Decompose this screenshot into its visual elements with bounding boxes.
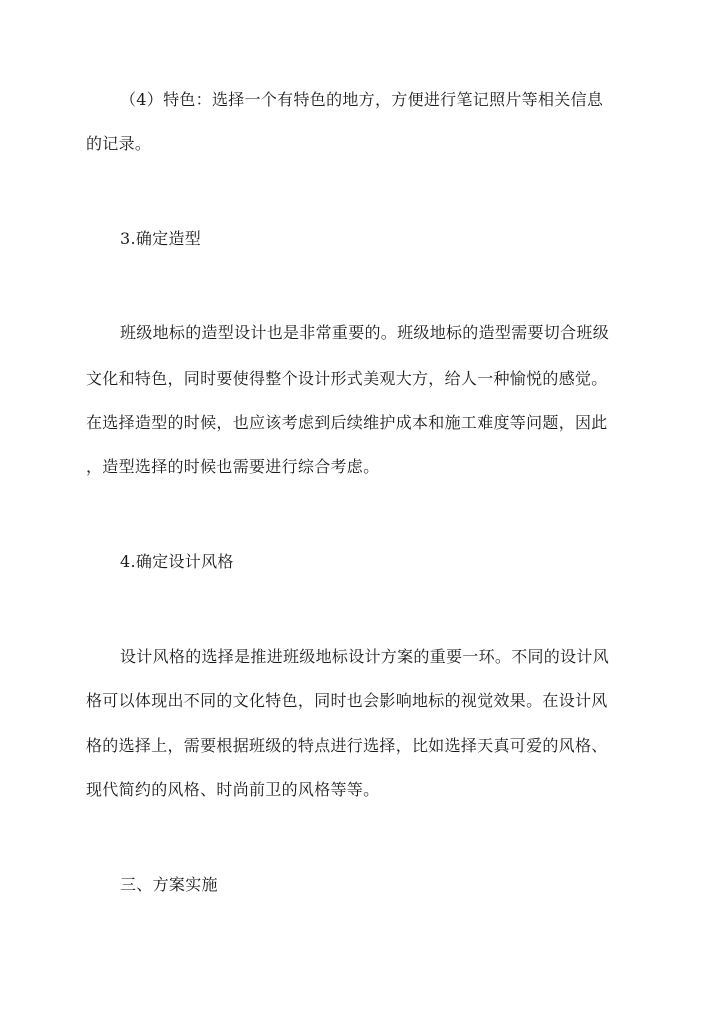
paragraph-shape-line-3: 在选择造型的时候，也应该考虑到后续维护成本和施工难度等问题，因此 bbox=[86, 413, 608, 432]
heading-determine-style: 4.确定设计风格 bbox=[120, 552, 234, 571]
heading-determine-shape: 3.确定造型 bbox=[120, 229, 202, 248]
paragraph-shape-line-2: 文化和特色，同时要使得整个设计形式美观大方，给人一种愉悦的感觉。 bbox=[86, 369, 608, 388]
paragraph-feature-line-2: 的记录。 bbox=[86, 134, 152, 153]
paragraph-shape-line-1: 班级地标的造型设计也是非常重要的。班级地标的造型需要切合班级 bbox=[120, 323, 610, 342]
paragraph-style-line-3: 格的选择上，需要根据班级的特点进行选择，比如选择天真可爱的风格、 bbox=[86, 736, 608, 755]
paragraph-feature-line-1: （4）特色：选择一个有特色的地方，方便进行笔记照片等相关信息 bbox=[120, 90, 604, 109]
paragraph-style-line-2: 格可以体现出不同的文化特色，同时也会影响地标的视觉效果。在设计风 bbox=[86, 691, 608, 710]
paragraph-shape-line-4: ，造型选择的时候也需要进行综合考虑。 bbox=[86, 457, 380, 476]
paragraph-style-line-1: 设计风格的选择是推进班级地标设计方案的重要一环。不同的设计风 bbox=[120, 647, 610, 666]
paragraph-style-line-4: 现代简约的风格、时尚前卫的风格等等。 bbox=[86, 780, 380, 799]
heading-plan-implementation: 三、方案实施 bbox=[120, 875, 218, 894]
